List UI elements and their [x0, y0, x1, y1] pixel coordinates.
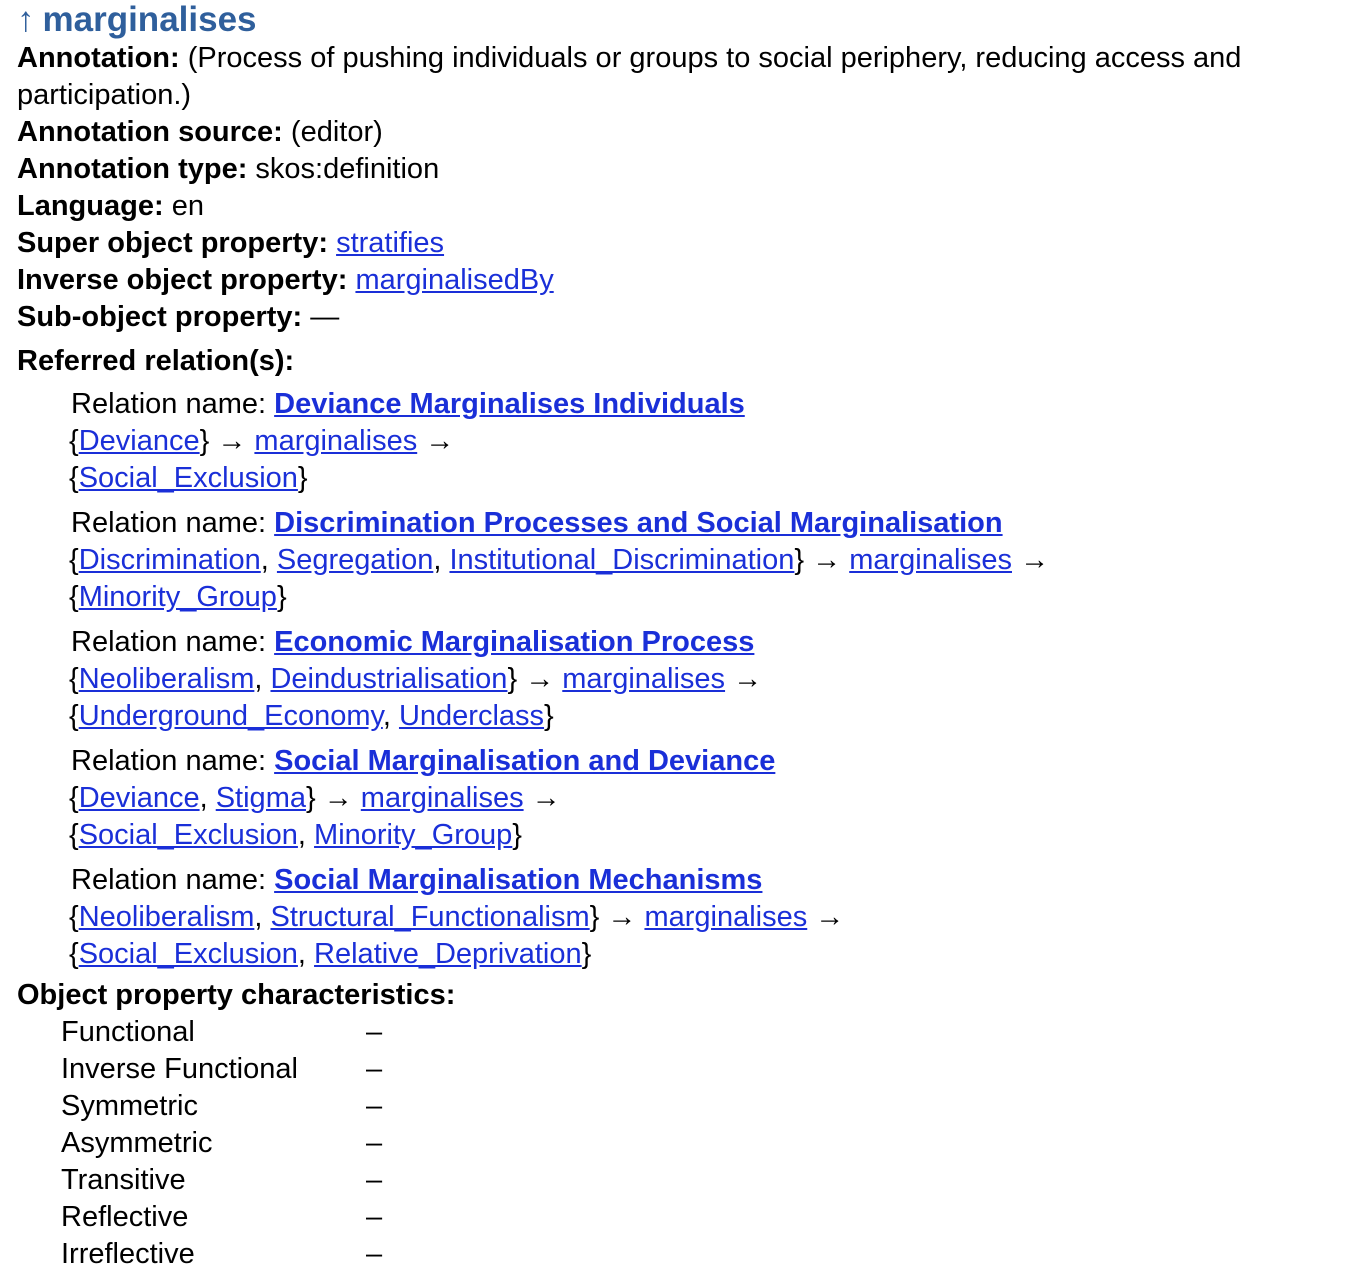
- domain-class-link[interactable]: Discrimination: [78, 544, 261, 576]
- relation-domain-line: {Deviance} → marginalises →: [69, 425, 455, 457]
- relation-range-line: {Minority_Group}: [69, 581, 287, 613]
- characteristic-row: [61, 1162, 1360, 1199]
- relation-name-link[interactable]: Deviance Marginalises Individuals: [274, 388, 745, 420]
- characteristic-value: –: [366, 1090, 383, 1122]
- relation-name-label: Relation name:: [71, 388, 267, 420]
- characteristics-heading: Object property characteristics:: [17, 979, 456, 1011]
- relation-name-row: [69, 386, 1360, 423]
- domain-class-link[interactable]: Segregation: [276, 544, 434, 576]
- characteristics-list: [17, 1014, 1360, 1273]
- relation-name-row: [69, 624, 1360, 661]
- relation-name-link[interactable]: Social Marginalisation and Deviance: [274, 745, 776, 777]
- relation-name-link[interactable]: Social Marginalisation Mechanisms: [274, 864, 763, 896]
- relation-range-line: {Social_Exclusion, Minority_Group}: [69, 819, 522, 851]
- domain-class-link[interactable]: Stigma: [215, 782, 306, 814]
- language-row: [17, 188, 1360, 225]
- inverse-property-row: [17, 262, 1360, 299]
- range-class-link[interactable]: Social_Exclusion: [78, 462, 298, 494]
- domain-class-link[interactable]: Deviance: [78, 782, 200, 814]
- right-arrow-icon: →: [525, 663, 555, 695]
- relation-property-link[interactable]: marginalises: [360, 782, 524, 814]
- inverse-property-label: Inverse object property:: [17, 264, 348, 296]
- characteristic-name: Functional: [61, 1016, 195, 1048]
- characteristic-row: [61, 1051, 1360, 1088]
- range-class-link[interactable]: Social_Exclusion: [78, 819, 298, 851]
- super-property-label: Super object property:: [17, 227, 328, 259]
- relation-domain-line: {Neoliberalism, Structural_Functionalism} → marginalises →: [69, 901, 845, 933]
- language-value: en: [171, 190, 204, 222]
- relation-name-link[interactable]: Discrimination Processes and Social Marginalisation: [274, 507, 1003, 539]
- right-arrow-icon: →: [607, 901, 637, 933]
- characteristic-name: Transitive: [61, 1164, 186, 1196]
- page-title: [17, 0, 1360, 40]
- characteristic-row: [61, 1125, 1360, 1162]
- referred-relations-heading: Referred relation(s):: [17, 345, 295, 377]
- relation-name-link[interactable]: Economic Marginalisation Process: [274, 626, 755, 658]
- relation-property-link[interactable]: marginalises: [254, 425, 418, 457]
- characteristic-name: Symmetric: [61, 1090, 198, 1122]
- annotation-label: Annotation:: [17, 42, 180, 74]
- characteristic-value: –: [366, 1127, 383, 1159]
- inverse-property-link[interactable]: marginalisedBy: [355, 264, 554, 296]
- relation-domain-line: {Neoliberalism, Deindustrialisation} → marginalises →: [69, 663, 763, 695]
- right-arrow-icon: →: [815, 901, 845, 933]
- relation-property-link[interactable]: marginalises: [849, 544, 1012, 576]
- relation-property-link[interactable]: marginalises: [562, 663, 726, 695]
- range-class-link[interactable]: Minority_Group: [314, 819, 513, 851]
- right-arrow-icon: →: [531, 782, 561, 814]
- annotation-source-row: [17, 114, 1360, 151]
- characteristic-value: –: [366, 1201, 383, 1233]
- domain-class-link[interactable]: Neoliberalism: [78, 663, 255, 695]
- relation-name-row: [69, 862, 1360, 899]
- characteristic-row: [61, 1199, 1360, 1236]
- range-class-link[interactable]: Underclass: [398, 700, 545, 732]
- right-arrow-icon: →: [323, 782, 353, 814]
- property-title: marginalises: [42, 0, 257, 39]
- right-arrow-icon: →: [1020, 544, 1050, 576]
- relation-block: [17, 505, 1360, 616]
- annotation-row: [17, 40, 1360, 114]
- relation-name-row: [69, 505, 1360, 542]
- characteristic-name: Inverse Functional: [61, 1053, 298, 1085]
- relation-block: [17, 862, 1360, 973]
- characteristic-value: –: [366, 1238, 383, 1270]
- range-class-link[interactable]: Minority_Group: [78, 581, 277, 613]
- sub-property-row: [17, 299, 1360, 336]
- annotation-source-label: Annotation source:: [17, 116, 283, 148]
- relation-block: [17, 743, 1360, 854]
- characteristic-value: –: [366, 1016, 383, 1048]
- domain-class-link[interactable]: Deindustrialisation: [270, 663, 508, 695]
- relation-domain-line: {Discrimination, Segregation, Institutional_Discrimination} → marginalises →: [69, 544, 1050, 576]
- right-arrow-icon: →: [812, 544, 842, 576]
- range-class-link[interactable]: Underground_Economy: [78, 700, 383, 732]
- right-arrow-icon: →: [217, 425, 247, 457]
- relation-block: [17, 386, 1360, 497]
- characteristic-value: –: [366, 1053, 383, 1085]
- relation-range-line: {Underground_Economy, Underclass}: [69, 700, 554, 732]
- characteristic-name: Asymmetric: [61, 1127, 213, 1159]
- domain-class-link[interactable]: Institutional_Discrimination: [449, 544, 795, 576]
- super-property-row: [17, 225, 1360, 262]
- relation-name-label: Relation name:: [71, 745, 267, 777]
- sub-property-value: —: [310, 301, 340, 333]
- domain-class-link[interactable]: Structural_Functionalism: [270, 901, 590, 933]
- characteristic-row: [61, 1014, 1360, 1051]
- characteristic-row: [61, 1236, 1360, 1273]
- relation-property-link[interactable]: marginalises: [644, 901, 808, 933]
- domain-class-link[interactable]: Neoliberalism: [78, 901, 255, 933]
- range-class-link[interactable]: Social_Exclusion: [78, 938, 298, 970]
- up-arrow-icon[interactable]: ↑: [17, 0, 35, 39]
- referred-relations-list: [17, 386, 1360, 973]
- relation-name-label: Relation name:: [71, 626, 267, 658]
- relation-name-row: [69, 743, 1360, 780]
- right-arrow-icon: →: [425, 425, 455, 457]
- annotation-source-value: (editor): [290, 116, 383, 148]
- characteristic-row: [61, 1088, 1360, 1125]
- characteristic-value: –: [366, 1164, 383, 1196]
- range-class-link[interactable]: Relative_Deprivation: [314, 938, 582, 970]
- domain-class-link[interactable]: Deviance: [78, 425, 200, 457]
- language-label: Language:: [17, 190, 164, 222]
- relation-range-line: {Social_Exclusion, Relative_Deprivation}: [69, 938, 592, 970]
- relation-domain-line: {Deviance, Stigma} → marginalises →: [69, 782, 561, 814]
- annotation-type-row: [17, 151, 1360, 188]
- characteristic-name: Reflective: [61, 1201, 189, 1233]
- relation-range-line: {Social_Exclusion}: [69, 462, 308, 494]
- annotation-value: (Process of pushing individuals or groups to social periphery, reducing access and participation.): [17, 42, 1242, 111]
- relation-name-label: Relation name:: [71, 864, 267, 896]
- characteristic-name: Irreflective: [61, 1238, 195, 1270]
- annotation-type-label: Annotation type:: [17, 153, 248, 185]
- right-arrow-icon: →: [733, 663, 763, 695]
- relation-name-label: Relation name:: [71, 507, 267, 539]
- super-property-link[interactable]: stratifies: [336, 227, 445, 259]
- relation-block: [17, 624, 1360, 735]
- annotation-type-value: skos:definition: [255, 153, 440, 185]
- sub-property-label: Sub-object property:: [17, 301, 303, 333]
